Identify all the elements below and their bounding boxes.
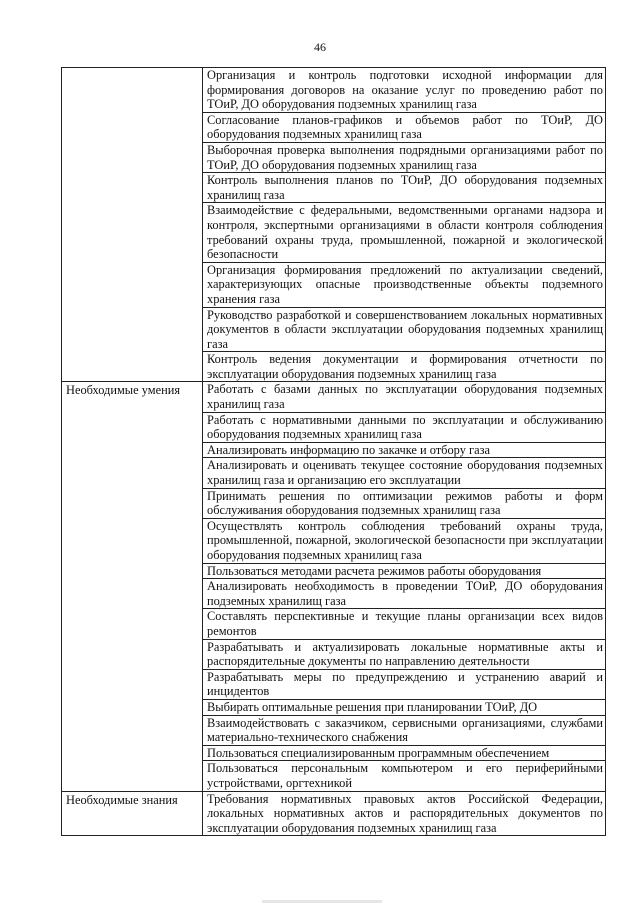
item-text: Осуществлять контроль соблюдения требований охраны труда, промышленной, пожарной, экологической безопасности при эксплуатации оборудования подземных хранилищ газа: [203, 518, 606, 563]
item-text: Составлять перспективные и текущие планы организации всех видов ремонтов: [203, 609, 606, 639]
item-text: Взаимодействие с федеральными, ведомственными органами надзора и контроля, экспертными организациями в области контроля соблюдения требований охраны труда, промышленной, пожарной и экологической безопасности: [203, 203, 606, 262]
item-text: Выборочная проверка выполнения подрядными организациями работ по ТОиР, ДО оборудования подземных хранилищ газа: [203, 142, 606, 172]
item-text: Руководство разработкой и совершенствованием локальных нормативных документов в области эксплуатации оборудования подземных хранилищ газа: [203, 307, 606, 352]
section-label: Необходимые умения: [66, 383, 181, 398]
item-text: Пользоваться методами расчета режимов работы оборудования: [203, 563, 606, 579]
section-label: [66, 68, 200, 69]
item-text: Разрабатывать и актуализировать локальные нормативные акты и распорядительные документы по направлению деятельности: [203, 639, 606, 669]
item-text: Пользоваться персональным компьютером и его периферийными устройствами, оргтехникой: [203, 761, 606, 791]
item-text: Организация и контроль подготовки исходной информации для формирования договоров на оказание услуг по проведению работ по ТОиР, ДО оборудования подземных хранилищ газа: [203, 68, 606, 113]
item-text: Контроль ведения документации и формирования отчетности по эксплуатации оборудования подземных хранилищ газа: [203, 352, 606, 382]
item-text: Контроль выполнения планов по ТОиР, ДО оборудования подземных хранилищ газа: [203, 173, 606, 203]
item-text: Работать с базами данных по эксплуатации оборудования подземных хранилищ газа: [203, 382, 606, 412]
section-label-cell: [62, 68, 203, 382]
item-text: Выбирать оптимальные решения при планировании ТОиР, ДО: [203, 699, 606, 715]
table-row: [62, 791, 606, 836]
table-row: [62, 68, 606, 113]
section-label: Необходимые знания: [66, 792, 178, 807]
item-text: Согласование планов-графиков и объемов работ по ТОиР, ДО оборудования подземных хранилищ газа: [203, 112, 606, 142]
item-text: Организация формирования предложений по актуализации сведений, характеризующих опасные производственные объекты подземного хранения газа: [203, 262, 606, 307]
item-text: Работать с нормативными данными по эксплуатации и обслуживанию оборудования подземных хранилищ газа: [203, 412, 606, 442]
item-text: Взаимодействовать с заказчиком, сервисными организациями, службами материально-технического снабжения: [203, 715, 606, 745]
item-text: Требования нормативных правовых актов Российской Федерации, локальных нормативных актов и распорядительных документов по эксплуатации оборудования подземных хранилищ газа: [203, 791, 606, 836]
page-number: 46: [314, 40, 326, 54]
item-text: Принимать решения по оптимизации режимов работы и форм обслуживания оборудования подземных хранилищ газа: [203, 488, 606, 518]
competency-table: [61, 67, 606, 836]
section-label-cell: [62, 791, 203, 836]
section-label-cell: [62, 382, 203, 791]
item-text: Разрабатывать меры по предупреждению и устранению аварий и инцидентов: [203, 669, 606, 699]
table-row: [62, 382, 606, 412]
item-text: Пользоваться специализированным программным обеспечением: [203, 745, 606, 761]
item-text: Анализировать необходимость в проведении ТОиР, ДО оборудования подземных хранилищ газа: [203, 579, 606, 609]
item-text: Анализировать информацию по закачке и отбору газа: [203, 442, 606, 458]
scan-edge-mark: [262, 900, 382, 903]
table-body: [62, 68, 606, 836]
item-text: Анализировать и оценивать текущее состояние оборудования подземных хранилищ газа и организацию его эксплуатации: [203, 458, 606, 488]
